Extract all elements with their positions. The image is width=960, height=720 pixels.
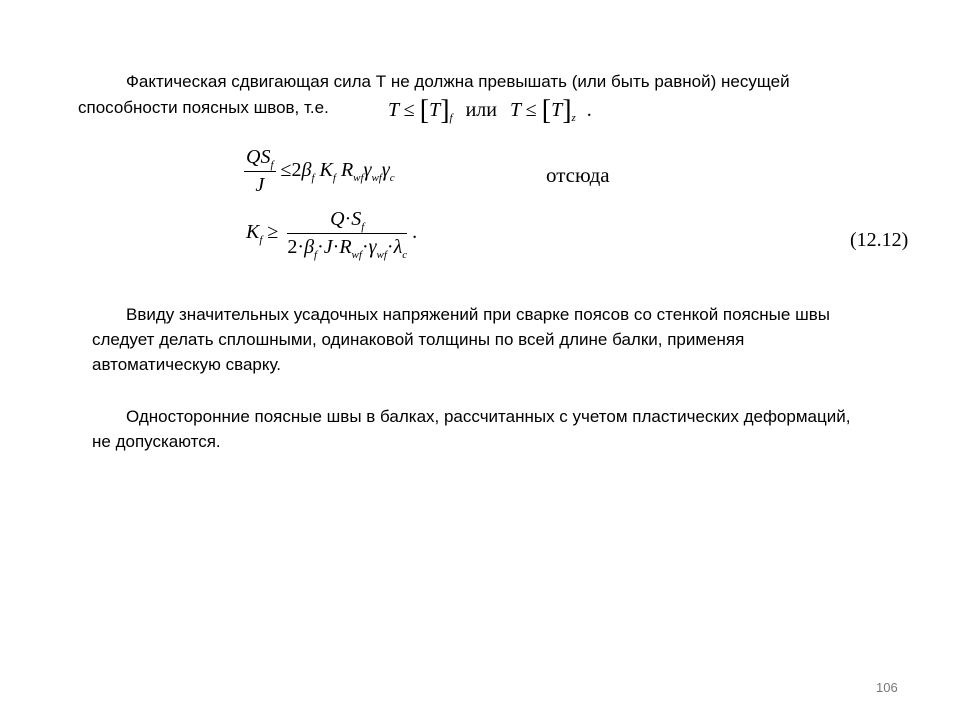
inline-lhs-1: T: [388, 99, 399, 121]
formula-2: [246, 208, 417, 259]
inline-bracket-close-2: ]: [562, 95, 572, 126]
page-number: 106: [876, 680, 898, 695]
inline-lhs-2: T: [509, 99, 521, 121]
inline-rel-1: ≤: [403, 99, 415, 121]
inline-bracket-var-1: T: [429, 99, 441, 121]
formula-2-denominator: $2\cdot\beta_f\cdot J\cdot R_{wf}\cdot\gamma_{wf}\cdot\lambda_c$: [287, 236, 408, 261]
inline-sub-2: z: [571, 112, 576, 124]
paragraph-3-line-2: не допускаются.: [92, 432, 221, 451]
inline-bracket-open-2: [: [541, 95, 552, 126]
formula-2-numerator: $Q\cdot S_f$: [287, 208, 407, 234]
inline-sub-1: f: [449, 112, 453, 124]
inline-connector: или: [465, 99, 497, 121]
inline-rel-2: ≤: [525, 99, 537, 121]
inline-bracket-close-1: ]: [440, 95, 450, 126]
formula-1-rel: ≤: [280, 159, 292, 182]
formula-2-rel: ≥: [267, 221, 279, 244]
inline-bracket-open-1: [: [419, 95, 430, 126]
formula-1: [244, 146, 395, 197]
formula-1-gamma-wf: $\gamma_{wf}$: [363, 159, 382, 185]
paragraph-1-line-2: способности поясных швов, т.е.: [78, 98, 329, 117]
formula-2-k: $K_f$: [246, 221, 263, 247]
formula-2-number: (12.12): [850, 229, 909, 251]
formula-1-numerator: $QS_f$: [246, 146, 274, 171]
formula-1-r: $R_{wf}$: [340, 159, 364, 185]
paragraph-3-line-1: Односторонние поясные швы в балках, рассчитанных с учетом пластических деформаций,: [126, 407, 851, 426]
paragraph-2-line-2: следует делать сплошными, одинаковой толщины по всей длине балки, применяя: [92, 330, 745, 349]
formula-1-tail: отсюда: [546, 163, 610, 187]
formula-1-fraction: [244, 146, 276, 197]
inline-bracket-var-2: T: [551, 99, 563, 121]
formula-1-beta: $\beta_f$: [301, 159, 315, 185]
paragraph-1-line-1: Фактическая сдвигающая сила Т не должна превышать (или быть равной) несущей: [126, 72, 790, 91]
paragraph-2-line-3: автоматическую сварку.: [92, 355, 282, 374]
formula-1-coef: 2: [291, 159, 302, 182]
inline-end: .: [586, 99, 592, 121]
formula-2-end: .: [412, 221, 418, 244]
inline-condition: [388, 92, 592, 124]
formula-2-fraction: [287, 208, 407, 259]
paragraph-2-line-1: Ввиду значительных усадочных напряжений при сварке поясов со стенкой поясные швы: [126, 305, 830, 324]
formula-1-denominator: J: [255, 174, 265, 196]
formula-1-gamma-c: $\gamma_c$: [381, 159, 395, 185]
formula-1-k: $K_f$: [319, 159, 336, 185]
